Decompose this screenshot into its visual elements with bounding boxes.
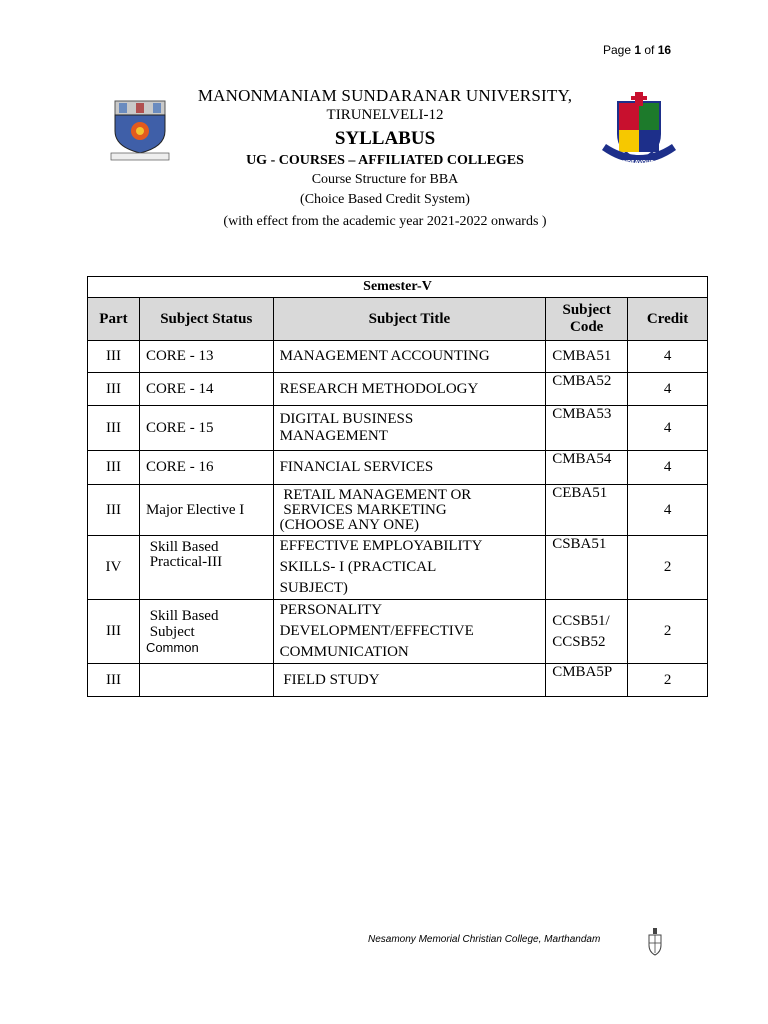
cell-status: Major Elective I: [139, 485, 273, 536]
cell-status: Skill Based Subject Common: [139, 600, 273, 664]
column-header-row: [88, 298, 708, 341]
cell-status: CORE - 13: [139, 341, 273, 373]
header-status: Subject Status: [139, 298, 273, 341]
header-code: Subject Code: [546, 298, 628, 341]
cell-title: RESEARCH METHODOLOGY: [273, 373, 546, 406]
table-row: [88, 536, 708, 600]
semester-label: Semester-V: [88, 277, 708, 298]
cell-code: CMBA5P: [546, 664, 628, 697]
cell-title: DIGITAL BUSINESS MANAGEMENT: [273, 406, 546, 451]
cell-code: CMBA52: [546, 373, 628, 406]
cell-part: III: [88, 406, 140, 451]
cell-credit: 2: [628, 600, 708, 664]
cell-credit: 4: [628, 341, 708, 373]
table-row: [88, 664, 708, 697]
cell-status: CORE - 16: [139, 451, 273, 485]
table-row: [88, 451, 708, 485]
cell-status: [139, 664, 273, 697]
cell-status: CORE - 14: [139, 373, 273, 406]
course-category: UG - COURSES – AFFILIATED COLLEGES: [246, 153, 524, 168]
effective-year: (with effect from the academic year 2021-2022 onwards ): [223, 214, 547, 229]
cell-code: CEBA51: [546, 485, 628, 536]
table-row: [88, 600, 708, 664]
cell-title: RETAIL MANAGEMENT OR SERVICES MARKETING (CHOOSE ANY ONE): [273, 485, 546, 536]
table-row: [88, 341, 708, 373]
cell-status: Skill Based Practical-III: [139, 536, 273, 600]
footer-college-name: Nesamony Memorial Christian College, Marthandam: [368, 934, 601, 945]
header-credit: Credit: [628, 298, 708, 341]
college-seal-icon: [646, 927, 664, 957]
cell-part: IV: [88, 536, 140, 600]
cell-code: CMBA53: [546, 406, 628, 451]
cell-part: III: [88, 373, 140, 406]
course-structure: Course Structure for BBA: [311, 172, 459, 187]
cell-credit: 4: [628, 451, 708, 485]
cell-part: III: [88, 664, 140, 697]
cell-title: EFFECTIVE EMPLOYABILITY SKILLS- I (PRACTICAL SUBJECT): [273, 536, 546, 600]
cell-title: MANAGEMENT ACCOUNTING: [273, 341, 546, 373]
cell-title: PERSONALITY DEVELOPMENT/EFFECTIVE COMMUNICATION: [273, 600, 546, 664]
cell-credit: 4: [628, 373, 708, 406]
semester-table: [87, 276, 708, 697]
cell-title: FIELD STUDY: [273, 664, 546, 697]
cell-part: III: [88, 485, 140, 536]
cell-code: CCSB51/ CCSB52: [546, 600, 628, 664]
university-name: MANONMANIAM SUNDARANAR UNIVERSITY,: [197, 86, 573, 105]
cell-code: CMBA54: [546, 451, 628, 485]
table-row: [88, 406, 708, 451]
semester-header-row: [88, 277, 708, 298]
header-title: Subject Title: [273, 298, 546, 341]
cell-code: CMBA51: [546, 341, 628, 373]
credit-system: (Choice Based Credit System): [300, 192, 470, 207]
crest-motto-icon: FAITH ENDEAVOUR POWER: [601, 160, 677, 166]
table-row: [88, 373, 708, 406]
cell-part: III: [88, 341, 140, 373]
cell-part: III: [88, 451, 140, 485]
table-row: [88, 485, 708, 536]
page-number: Page 1 of 16: [603, 43, 672, 57]
cell-part: III: [88, 600, 140, 664]
cell-title: FINANCIAL SERVICES: [273, 451, 546, 485]
cell-credit: 4: [628, 485, 708, 536]
syllabus-title: SYLLABUS: [334, 128, 436, 149]
cell-credit: 2: [628, 664, 708, 697]
university-city: TIRUNELVELI-12: [326, 107, 444, 123]
cell-credit: 4: [628, 406, 708, 451]
cell-status: CORE - 15: [139, 406, 273, 451]
cell-code: CSBA51: [546, 536, 628, 600]
cell-credit: 2: [628, 536, 708, 600]
header-part: Part: [88, 298, 140, 341]
